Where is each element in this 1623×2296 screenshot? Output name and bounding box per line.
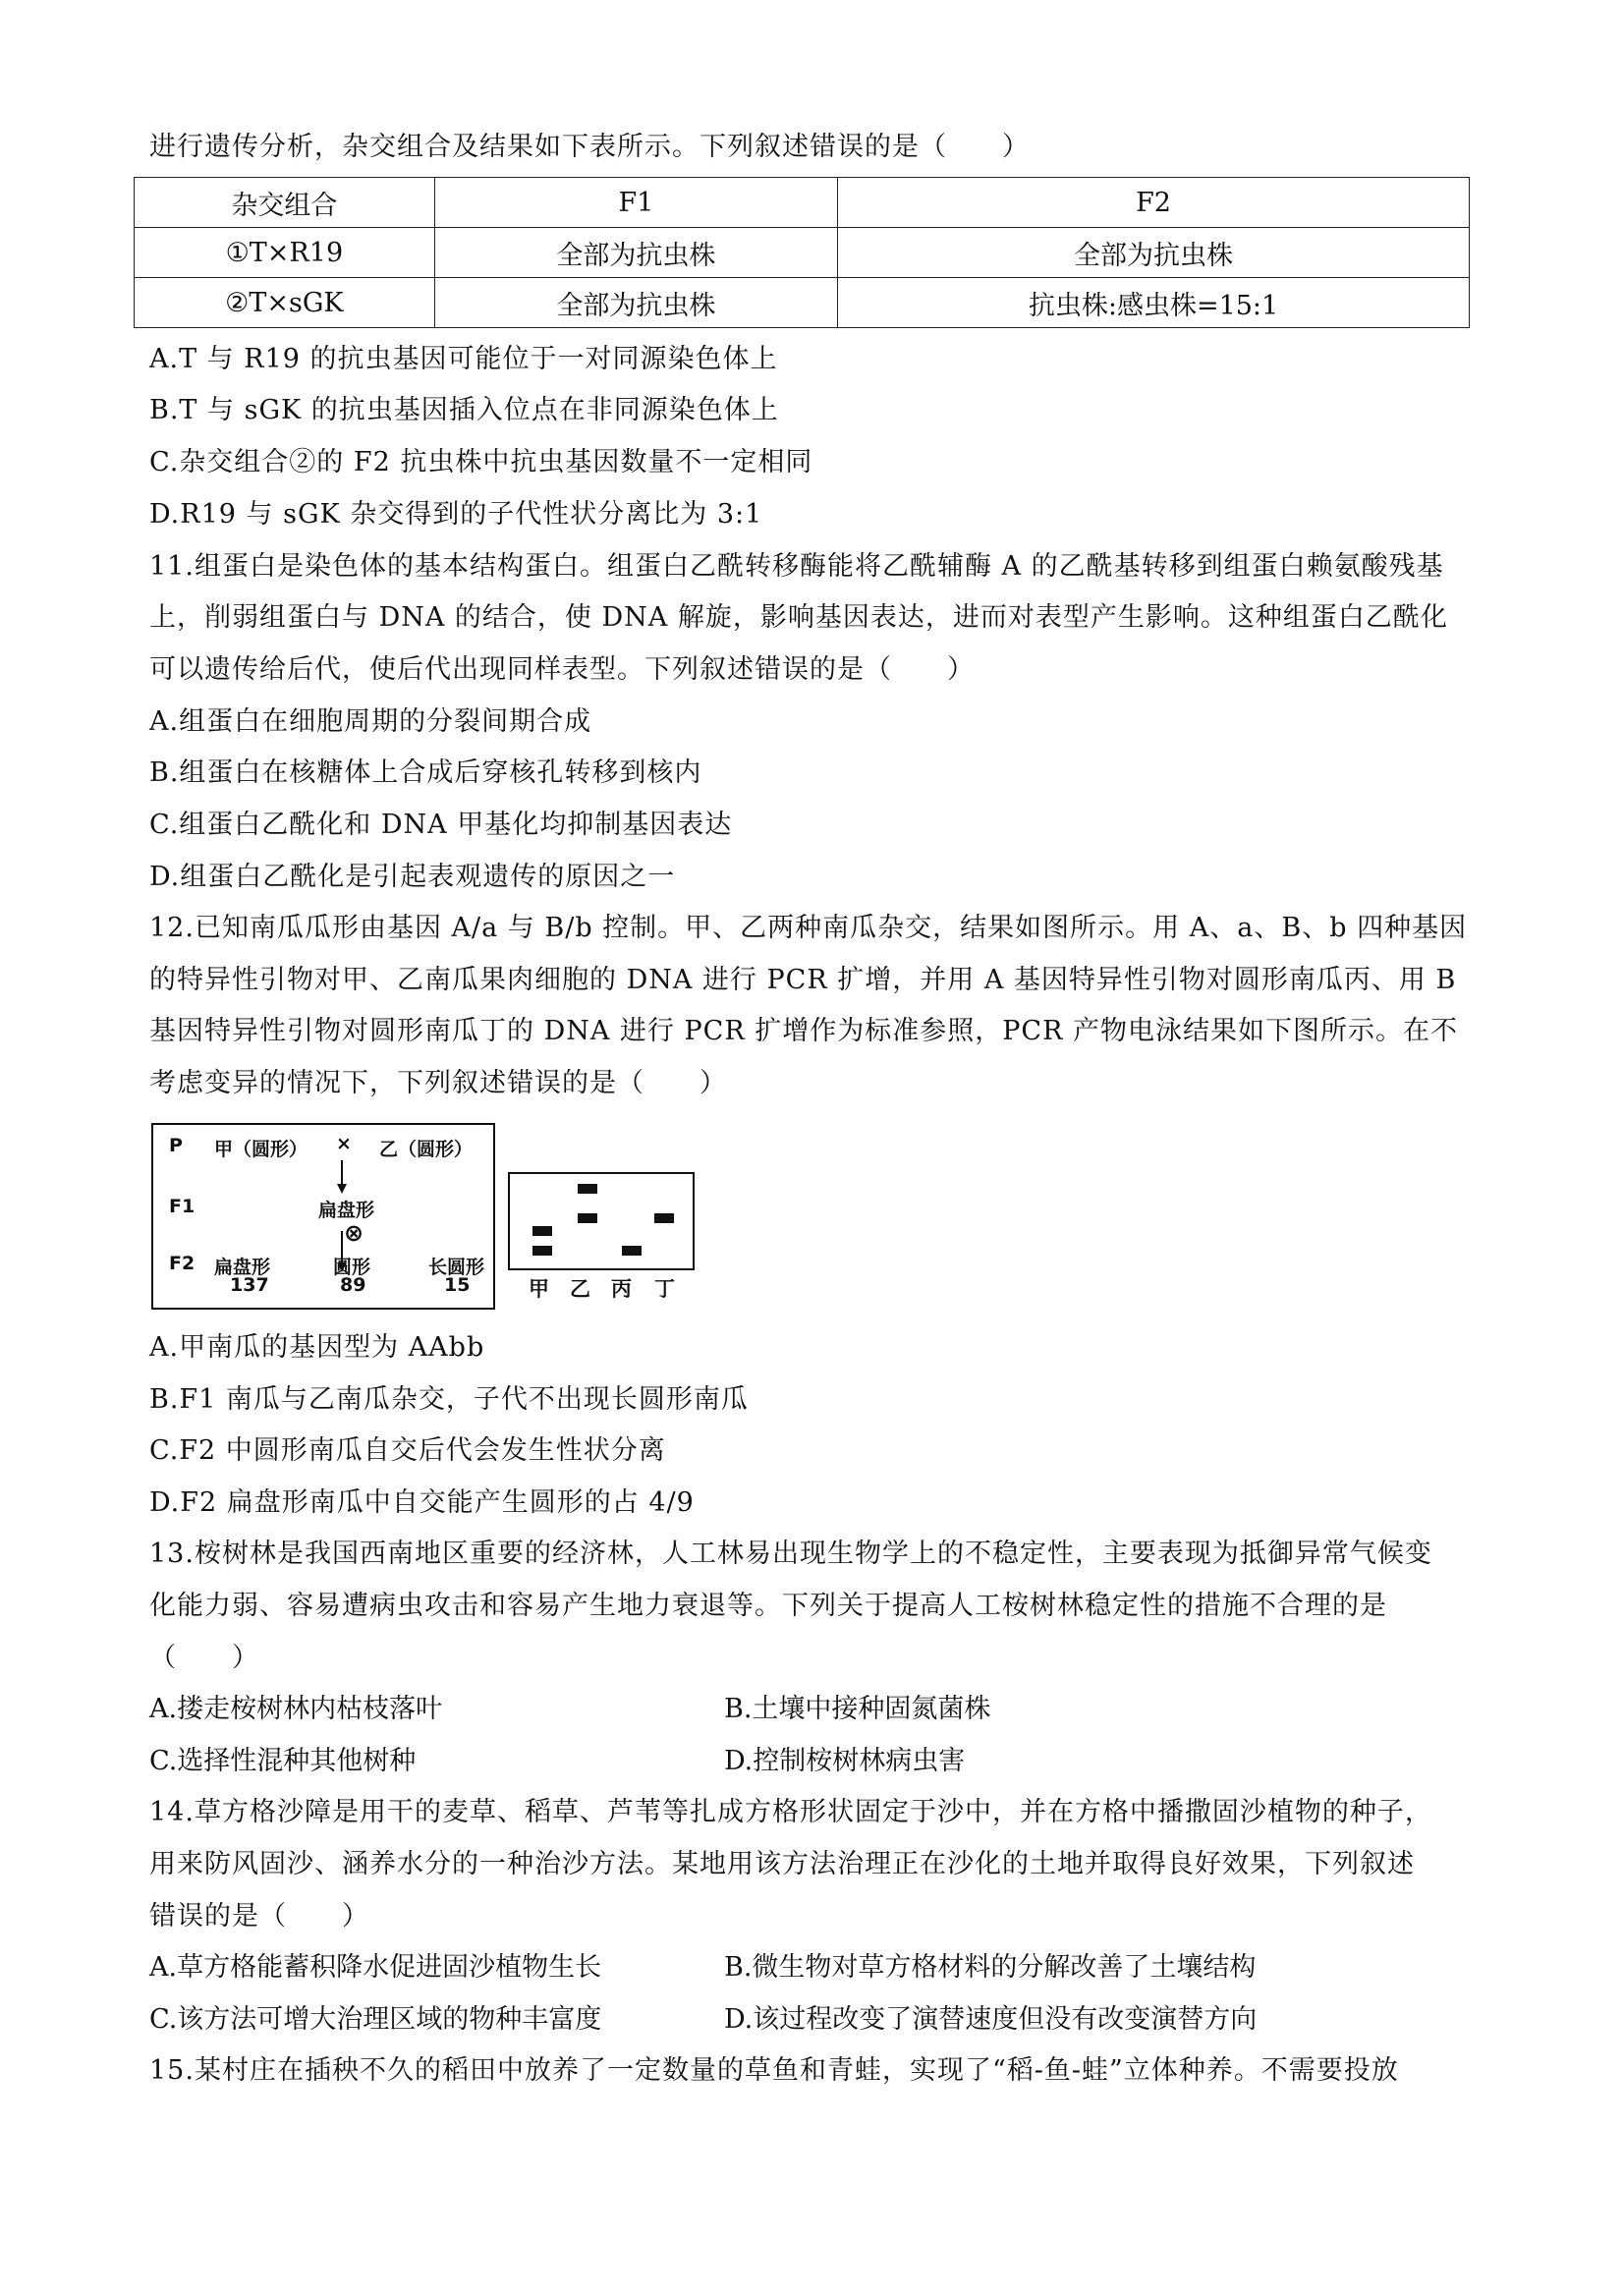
gel-band	[654, 1213, 674, 1223]
q13-line: 13.桉树林是我国西南地区重要的经济林，人工林易出现生物学上的不稳定性，主要表现为抵御异常气候变	[149, 1539, 1432, 1569]
q10-option-b: B.T 与 sGK 的抗虫基因插入位点在非同源染色体上	[149, 395, 779, 425]
q11-line: 11.组蛋白是染色体的基本结构蛋白。组蛋白乙酰转移酶能将乙酰辅酶 A 的乙酰基转移到组蛋白赖氨酸残基	[149, 551, 1444, 582]
q11-option-b: B.组蛋白在核糖体上合成后穿核孔转移到核内	[149, 757, 702, 788]
q12-line: 的特异性引物对甲、乙南瓜果肉细胞的 DNA 进行 PCR 扩增，并用 A 基因特异性引物对圆形南瓜丙、用 B	[149, 965, 1457, 995]
q13-options-row	[149, 1690, 1427, 1729]
parent-jia: 甲（圆形）	[214, 1139, 308, 1160]
intro-text: 进行遗传分析，杂交组合及结果如下表所示。下列叙述错误的是（ ）	[149, 132, 1030, 162]
q10-option-a: A.T 与 R19 的抗虫基因可能位于一对同源染色体上	[149, 344, 778, 374]
cross-diagram	[151, 1123, 495, 1310]
table-row	[135, 228, 1470, 278]
f1-label: F1	[169, 1196, 196, 1217]
q13-option-a: A.搂走桉树林内枯枝落叶	[149, 1694, 443, 1724]
gel-lane-label: 甲	[529, 1277, 549, 1301]
cross-table	[134, 177, 1470, 328]
gel-figure	[508, 1172, 695, 1270]
table-header: 杂交组合	[135, 178, 435, 228]
table-cell: 全部为抗虫株	[434, 228, 837, 278]
q12-option-a: A.甲南瓜的基因型为 AAbb	[149, 1332, 485, 1363]
q14-options-row	[149, 2000, 1427, 2040]
q12-option-d: D.F2 扁盘形南瓜中自交能产生圆形的占 4/9	[149, 1487, 695, 1518]
gel-band	[622, 1246, 642, 1256]
table-row	[135, 278, 1470, 328]
q13-options-row	[149, 1742, 1427, 1781]
q12-option-b: B.F1 南瓜与乙南瓜杂交，子代不出现长圆形南瓜	[149, 1384, 749, 1415]
table-cell: 全部为抗虫株	[434, 278, 837, 328]
f2-label: F2	[169, 1253, 196, 1274]
q15-line: 15.某村庄在插秧不久的稻田中放养了一定数量的草鱼和青蛙，实现了“稻-鱼-蛙”立体种养。不需要投放	[149, 2055, 1399, 2086]
q14-line: 用来防风固沙、涵养水分的一种治沙方法。某地用该方法治理正在沙化的土地并取得良好效果，下列叙述	[149, 1849, 1415, 1879]
q14-option-d: D.该过程改变了演替速度但没有改变演替方向	[724, 2004, 1258, 2035]
q14-option-a: A.草方格能蓄积降水促进固沙植物生长	[149, 1952, 602, 1983]
q11-option-d: D.组蛋白乙酰化是引起表观遗传的原因之一	[149, 862, 676, 892]
table-cell: 抗虫株:感虫株=15:1	[838, 278, 1470, 328]
q12-line: 基因特异性引物对圆形南瓜丁的 DNA 进行 PCR 扩增作为标准参照，PCR 产物电泳结果如下图所示。在不	[149, 1016, 1458, 1046]
q13-option-b: B.土壤中接种固氮菌株	[724, 1694, 991, 1724]
q11-line: 上，削弱组蛋白与 DNA 的结合，使 DNA 解旋，影响基因表达，进而对表型产生影响。这种组蛋白乙酰化	[149, 602, 1448, 633]
gel-band	[578, 1213, 597, 1223]
self-cross-icon: ⊗	[344, 1219, 364, 1247]
q13-option-d: D.控制桉树林病虫害	[724, 1746, 966, 1776]
q11-option-a: A.组蛋白在细胞周期的分裂间期合成	[149, 706, 592, 737]
f2-round: 圆形	[333, 1257, 371, 1278]
table-cell: ①T×R19	[135, 228, 435, 278]
parent-yi: 乙（圆形）	[379, 1139, 474, 1160]
q14-options-row	[149, 1948, 1427, 1988]
gel-lane-label: 丁	[654, 1277, 675, 1301]
q12-line: 12.已知南瓜瓜形由基因 A/a 与 B/b 控制。甲、乙两种南瓜杂交，结果如图所示。用 A、a、B、b 四种基因	[149, 913, 1468, 943]
f2-long-count: 15	[444, 1274, 471, 1296]
cross-symbol: ×	[336, 1133, 352, 1154]
table-cell: 全部为抗虫株	[838, 228, 1470, 278]
gel-band	[532, 1226, 552, 1236]
p-label: P	[169, 1135, 183, 1156]
gel-band	[578, 1184, 597, 1194]
table-cell: ②T×sGK	[135, 278, 435, 328]
q13-option-c: C.选择性混种其他树种	[149, 1746, 417, 1776]
gel-band	[532, 1246, 552, 1256]
q13-line: 化能力弱、容易遭病虫攻击和容易产生地力衰退等。下列关于提高人工桉树林稳定性的措施不合理的是	[149, 1591, 1387, 1621]
q10-option-c: C.杂交组合②的 F2 抗虫株中抗虫基因数量不一定相同	[149, 447, 813, 477]
q12-option-c: C.F2 中圆形南瓜自交后代会发生性状分离	[149, 1435, 666, 1466]
f2-flat-count: 137	[230, 1274, 269, 1296]
q14-line: 14.草方格沙障是用干的麦草、稻草、芦苇等扎成方格形状固定于沙中，并在方格中播撒固沙植物的种子，	[149, 1797, 1432, 1827]
q14-option-b: B.微生物对草方格材料的分解改善了土壤结构	[724, 1952, 1257, 1983]
q12-line: 考虑变异的情况下，下列叙述错误的是（ ）	[149, 1068, 727, 1098]
q14-line: 错误的是（ ）	[149, 1901, 369, 1932]
table-header: F2	[838, 178, 1470, 228]
gel-lane-label: 乙	[570, 1277, 590, 1301]
table-header-row	[135, 178, 1470, 228]
gel-lane-label: 丙	[611, 1277, 632, 1301]
q11-line: 可以遗传给后代，使后代出现同样表型。下列叙述错误的是（ ）	[149, 654, 975, 685]
table-header: F1	[434, 178, 837, 228]
q14-option-c: C.该方法可增大治理区域的物种丰富度	[149, 2004, 602, 2035]
f2-flat: 扁盘形	[214, 1257, 271, 1278]
f2-long: 长圆形	[428, 1257, 485, 1278]
f1-phenotype: 扁盘形	[318, 1200, 375, 1221]
q10-option-d: D.R19 与 sGK 杂交得到的子代性状分离比为 3:1	[149, 499, 763, 530]
q13-line: （ ）	[149, 1643, 259, 1673]
q11-option-c: C.组蛋白乙酰化和 DNA 甲基化均抑制基因表达	[149, 810, 733, 840]
f2-round-count: 89	[340, 1274, 366, 1296]
